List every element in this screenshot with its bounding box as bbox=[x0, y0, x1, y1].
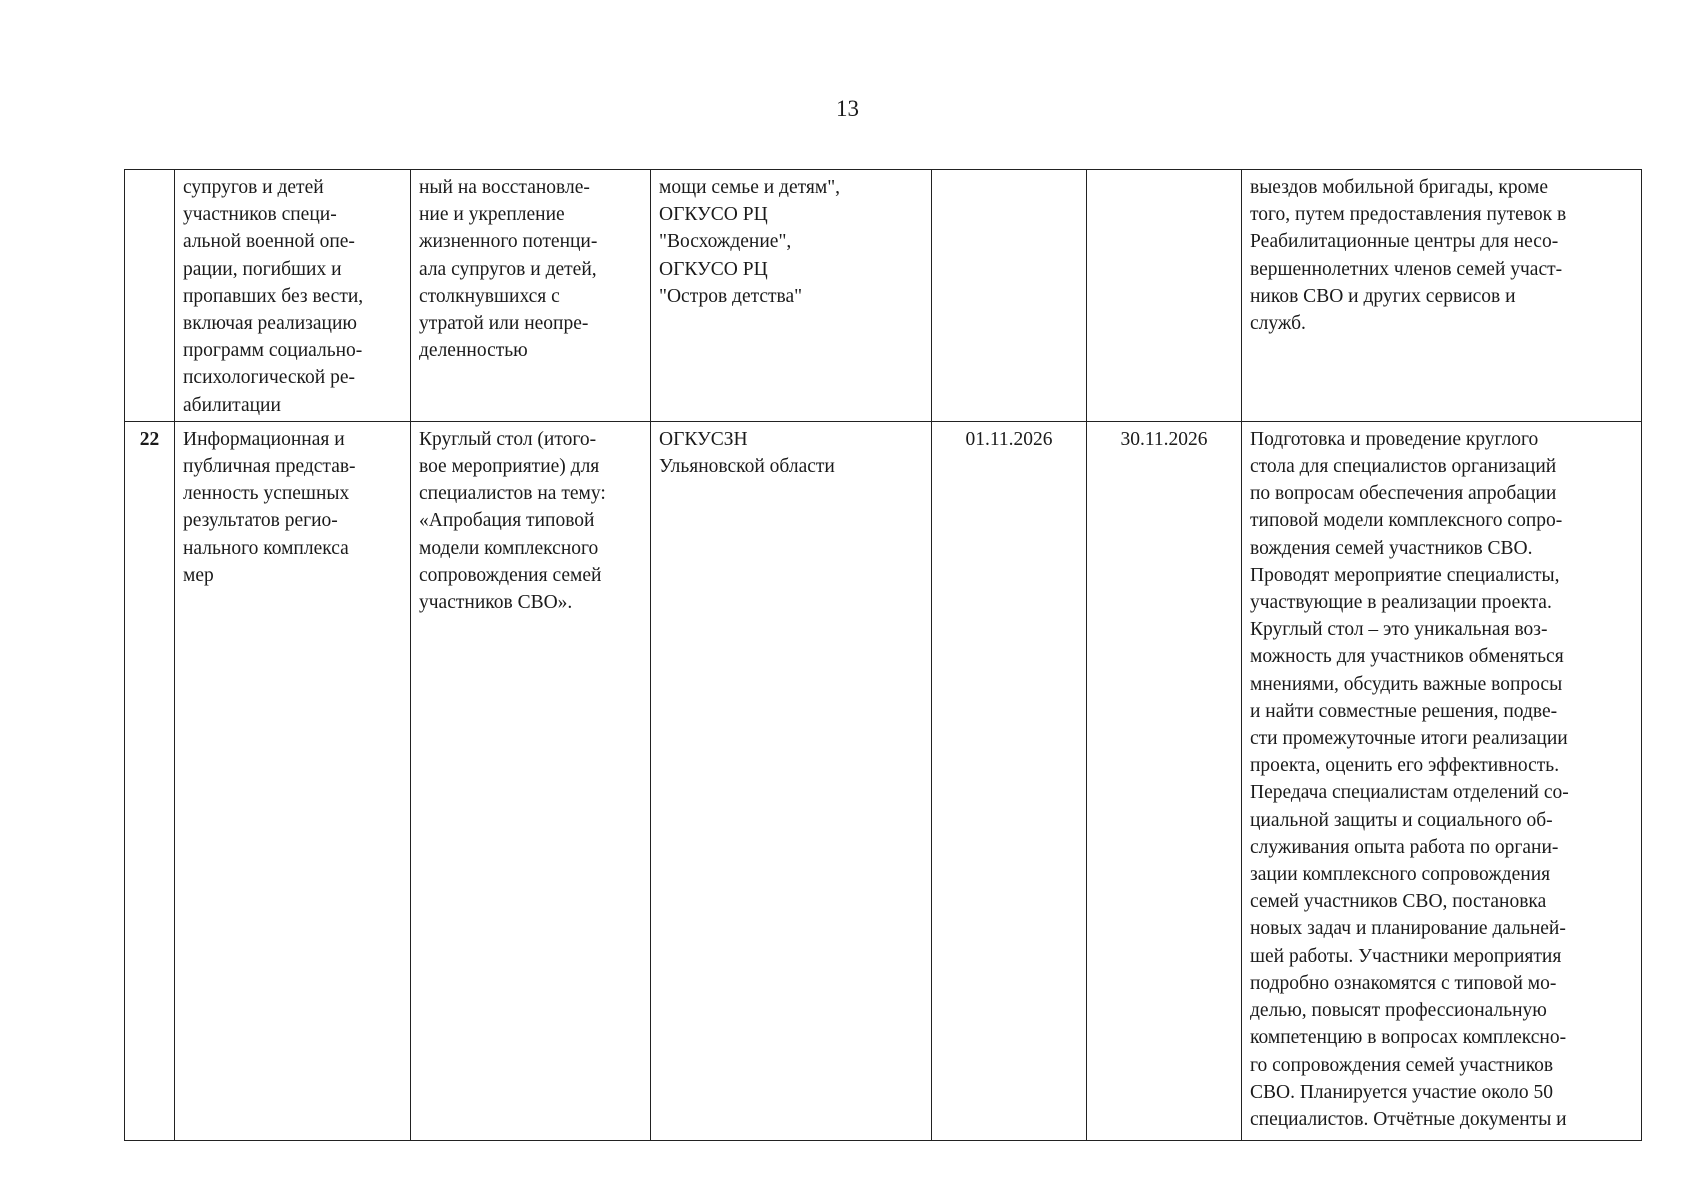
table-row bbox=[125, 421, 1642, 1140]
start-date-cell: 01.11.2026 bbox=[932, 421, 1087, 1140]
table-row bbox=[125, 170, 1642, 422]
end-date-cell bbox=[1087, 170, 1242, 422]
executor-cell: ОГКУСЗН Ульяновской области bbox=[651, 421, 932, 1140]
end-date-cell: 30.11.2026 bbox=[1087, 421, 1242, 1140]
row-number-cell bbox=[125, 170, 175, 422]
event-cell: Круглый стол (итого- вое мероприятие) для специалистов на тему: «Апробация типовой модели комплексного сопровождения семей участников СВО». bbox=[411, 421, 651, 1140]
start-date-cell bbox=[932, 170, 1087, 422]
task-cell: Информационная и публичная представ- ленность успешных результатов регио- нального комплекса мер bbox=[175, 421, 411, 1140]
task-cell: супругов и детей участников специ- альной военной опе- рации, погибших и пропавших без вести, включая реализацию программ социально- психологической ре- абилитации bbox=[175, 170, 411, 422]
result-cell: выездов мобильной бригады, кроме того, путем предоставления путевок в Реабилитационные центры для несо- вершеннолетних членов семей участ- ников СВО и других сервисов и служб. bbox=[1242, 170, 1642, 422]
activity-plan-table bbox=[124, 169, 1642, 1141]
page-number: 13 bbox=[836, 96, 859, 121]
event-cell: ный на восстановле- ние и укрепление жизненного потенци- ала супругов и детей, столкнувшихся с утратой или неопре- деленностью bbox=[411, 170, 651, 422]
row-number-cell: 22 bbox=[125, 421, 175, 1140]
executor-cell: мощи семье и детям", ОГКУСО РЦ "Восхождение", ОГКУСО РЦ "Остров детства" bbox=[651, 170, 932, 422]
result-cell: Подготовка и проведение круглого стола для специалистов организаций по вопросам обеспечения апробации типовой модели комплексного сопро- вождения семей участников СВО. Проводят мероприятие специалисты, участвующие в реализации проекта. Круглый стол – это уникальная воз- можность для участников обменяться мнениями, обсудить важные вопросы и найти совместные решения, подве- сти промежуточные итоги реализации проекта, оценить его эффективность. Передача специалистам отделений со- циальной защиты и социального об- служивания опыта работа по органи- зации комплексного сопровождения семей участников СВО, постановка новых задач и планирование дальней- шей работы. Участники мероприятия подробно ознакомятся с типовой мо- делью, повысят профессиональную компетенцию в вопросах комплексно- го сопровождения семей участников СВО. Планируется участие около 50 специалистов. Отчётные документы и bbox=[1242, 421, 1642, 1140]
